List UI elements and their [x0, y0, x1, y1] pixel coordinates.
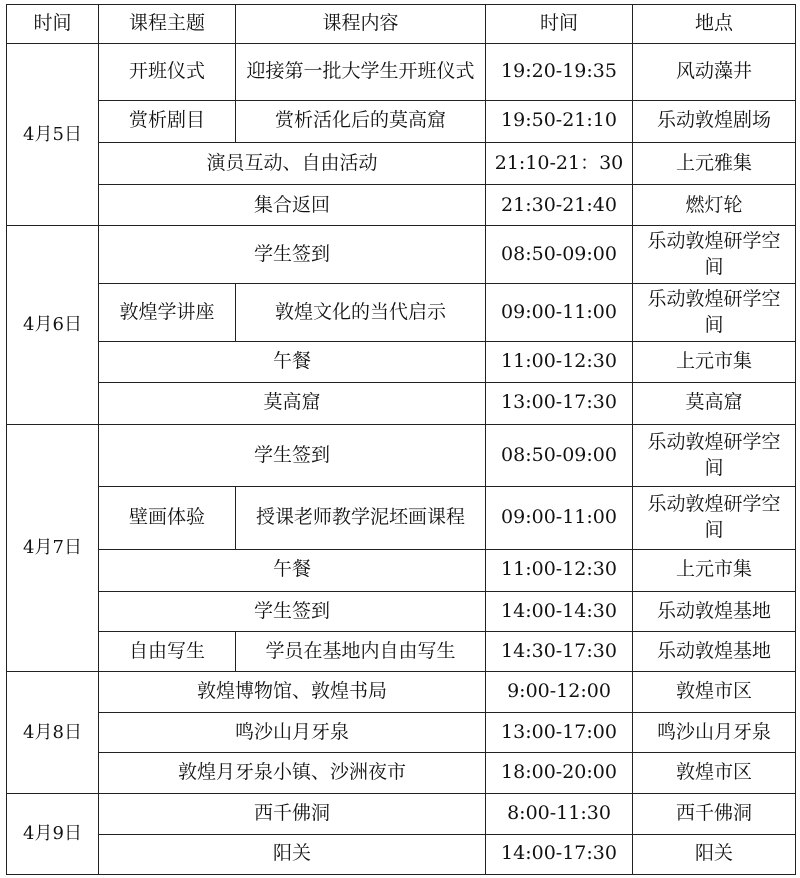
- header-row: [7, 5, 796, 44]
- day-date: 4月8日: [7, 672, 99, 794]
- content-cell: 授课老师教学泥坯画课程: [236, 487, 486, 549]
- time-cell: 13:00-17:30: [486, 382, 633, 424]
- time-cell: 14:00-17:30: [486, 834, 633, 874]
- day-date: 4月9日: [7, 794, 99, 875]
- table-row: [7, 226, 796, 283]
- time-cell: 21:30-21:40: [486, 185, 633, 226]
- table-row: [7, 382, 796, 424]
- place-cell: 乐动敦煌研学空间: [633, 487, 796, 549]
- activity-cell: 莫高窟: [99, 382, 486, 424]
- table-row: [7, 591, 796, 631]
- time-cell: 09:00-11:00: [486, 283, 633, 341]
- place-cell: 敦煌市区: [633, 753, 796, 794]
- table-row: [7, 549, 796, 591]
- table-row: [7, 100, 796, 142]
- time-cell: 18:00-20:00: [486, 753, 633, 794]
- content-cell: 敦煌文化的当代启示: [236, 283, 486, 341]
- content-cell: 赏析活化后的莫高窟: [236, 100, 486, 142]
- place-cell: 上元市集: [633, 342, 796, 382]
- place-cell: 上元雅集: [633, 142, 796, 184]
- day-date: 4月6日: [7, 226, 99, 424]
- place-cell: 乐动敦煌研学空间: [633, 283, 796, 341]
- table-row: [7, 632, 796, 672]
- time-cell: 21:10-21：30: [486, 142, 633, 184]
- theme-cell: 赏析剧目: [99, 100, 236, 142]
- header-date: 时间: [7, 5, 99, 44]
- time-cell: 9:00-12:00: [486, 672, 633, 712]
- content-cell: 学员在基地内自由写生: [236, 632, 486, 672]
- activity-cell: 西千佛洞: [99, 794, 486, 834]
- place-cell: 乐动敦煌研学空间: [633, 226, 796, 283]
- time-cell: 19:50-21:10: [486, 100, 633, 142]
- place-cell: 乐动敦煌基地: [633, 591, 796, 631]
- header-place: 地点: [633, 5, 796, 44]
- activity-cell: 演员互动、自由活动: [99, 142, 486, 184]
- place-cell: 风动藻井: [633, 44, 796, 100]
- place-cell: 乐动敦煌剧场: [633, 100, 796, 142]
- table-row: [7, 342, 796, 382]
- time-cell: 09:00-11:00: [486, 487, 633, 549]
- table-row: [7, 712, 796, 752]
- table-row: [7, 283, 796, 341]
- table-row: [7, 185, 796, 226]
- activity-cell: 敦煌月牙泉小镇、沙洲夜市: [99, 753, 486, 794]
- table-row: [7, 753, 796, 794]
- table-row: [7, 834, 796, 874]
- time-cell: 14:30-17:30: [486, 632, 633, 672]
- activity-cell: 学生签到: [99, 226, 486, 283]
- theme-cell: 敦煌学讲座: [99, 283, 236, 341]
- day-date: 4月7日: [7, 424, 99, 672]
- place-cell: 西千佛洞: [633, 794, 796, 834]
- header-content: 课程内容: [236, 5, 486, 44]
- activity-cell: 午餐: [99, 549, 486, 591]
- theme-cell: 壁画体验: [99, 487, 236, 549]
- table-row: [7, 424, 796, 486]
- place-cell: 阳关: [633, 834, 796, 874]
- place-cell: 乐动敦煌基地: [633, 632, 796, 672]
- activity-cell: 学生签到: [99, 591, 486, 631]
- time-cell: 13:00-17:00: [486, 712, 633, 752]
- time-cell: 11:00-12:30: [486, 549, 633, 591]
- theme-cell: 开班仪式: [99, 44, 236, 100]
- table-row: [7, 44, 796, 100]
- time-cell: 11:00-12:30: [486, 342, 633, 382]
- place-cell: 燃灯轮: [633, 185, 796, 226]
- time-cell: 14:00-14:30: [486, 591, 633, 631]
- place-cell: 莫高窟: [633, 382, 796, 424]
- table-row: [7, 794, 796, 834]
- place-cell: 敦煌市区: [633, 672, 796, 712]
- table-row: [7, 672, 796, 712]
- time-cell: 8:00-11:30: [486, 794, 633, 834]
- activity-cell: 午餐: [99, 342, 486, 382]
- place-cell: 乐动敦煌研学空间: [633, 424, 796, 486]
- header-time: 时间: [486, 5, 633, 44]
- day-date: 4月5日: [7, 44, 99, 226]
- place-cell: 上元市集: [633, 549, 796, 591]
- theme-cell: 自由写生: [99, 632, 236, 672]
- time-cell: 08:50-09:00: [486, 424, 633, 486]
- place-cell: 鸣沙山月牙泉: [633, 712, 796, 752]
- activity-cell: 集合返回: [99, 185, 486, 226]
- header-theme: 课程主题: [99, 5, 236, 44]
- table-row: [7, 142, 796, 184]
- activity-cell: 敦煌博物馆、敦煌书局: [99, 672, 486, 712]
- activity-cell: 学生签到: [99, 424, 486, 486]
- activity-cell: 阳关: [99, 834, 486, 874]
- time-cell: 19:20-19:35: [486, 44, 633, 100]
- table-row: [7, 487, 796, 549]
- activity-cell: 鸣沙山月牙泉: [99, 712, 486, 752]
- schedule-table: [6, 4, 796, 875]
- content-cell: 迎接第一批大学生开班仪式: [236, 44, 486, 100]
- time-cell: 08:50-09:00: [486, 226, 633, 283]
